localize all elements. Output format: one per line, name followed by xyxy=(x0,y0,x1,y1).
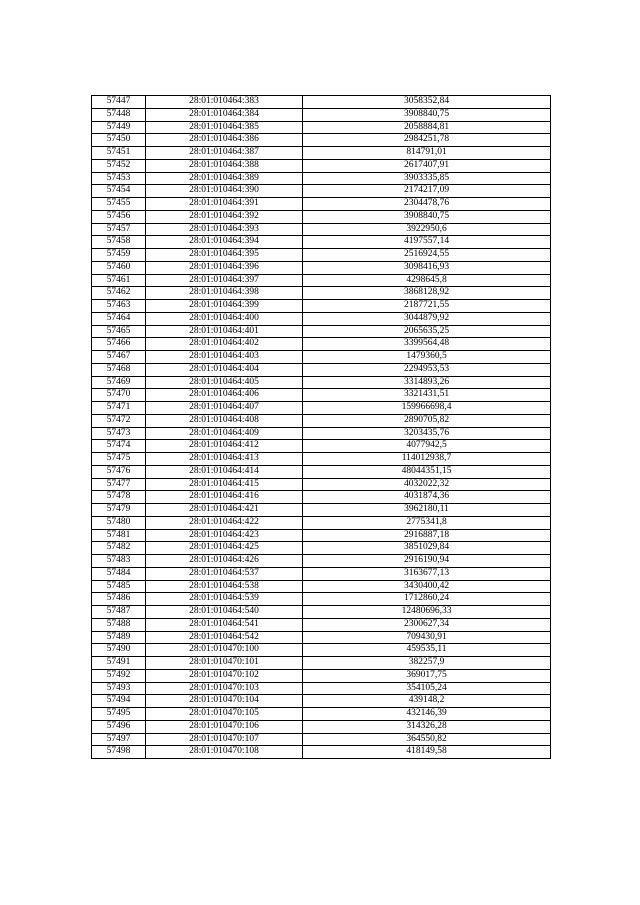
cadastral-value-cell: 3908840,75 xyxy=(303,108,551,121)
cadastral-number-cell: 28:01:010464:406 xyxy=(146,389,303,402)
cadastral-value-cell: 2300627,34 xyxy=(303,618,551,631)
table-row xyxy=(92,555,551,568)
row-number-cell: 57487 xyxy=(92,606,146,619)
row-number-cell: 57492 xyxy=(92,669,146,682)
cadastral-value-cell: 2187721,55 xyxy=(303,300,551,313)
table-row xyxy=(92,172,551,185)
cadastral-value-cell: 2294953,53 xyxy=(303,363,551,376)
cadastral-number-cell: 28:01:010464:542 xyxy=(146,631,303,644)
row-number-cell: 57486 xyxy=(92,593,146,606)
row-number-cell: 57488 xyxy=(92,618,146,631)
row-number-cell: 57494 xyxy=(92,695,146,708)
cadastral-value-cell: 439148,2 xyxy=(303,695,551,708)
cadastral-value-cell: 2058884,81 xyxy=(303,121,551,134)
cadastral-value-cell: 3903335,85 xyxy=(303,172,551,185)
cadastral-value-cell: 2775341,8 xyxy=(303,516,551,529)
cadastral-number-cell: 28:01:010464:415 xyxy=(146,478,303,491)
table-row xyxy=(92,338,551,351)
cadastral-number-cell: 28:01:010470:106 xyxy=(146,720,303,733)
cadastral-value-cell: 3868128,92 xyxy=(303,287,551,300)
row-number-cell: 57483 xyxy=(92,555,146,568)
row-number-cell: 57473 xyxy=(92,427,146,440)
row-number-cell: 57456 xyxy=(92,210,146,223)
table-row xyxy=(92,402,551,415)
table-row xyxy=(92,210,551,223)
cadastral-value-cell: 2890705,82 xyxy=(303,414,551,427)
cadastral-number-cell: 28:01:010470:104 xyxy=(146,695,303,708)
row-number-cell: 57447 xyxy=(92,96,146,109)
cadastral-number-cell: 28:01:010464:425 xyxy=(146,542,303,555)
row-number-cell: 57463 xyxy=(92,300,146,313)
cadastral-number-cell: 28:01:010464:416 xyxy=(146,491,303,504)
cadastral-number-cell: 28:01:010464:541 xyxy=(146,618,303,631)
row-number-cell: 57454 xyxy=(92,185,146,198)
table-row xyxy=(92,695,551,708)
row-number-cell: 57490 xyxy=(92,644,146,657)
cadastral-value-cell: 4031874,36 xyxy=(303,491,551,504)
cadastral-value-cell: 3098416,93 xyxy=(303,261,551,274)
row-number-cell: 57469 xyxy=(92,376,146,389)
cadastral-number-cell: 28:01:010470:100 xyxy=(146,644,303,657)
row-number-cell: 57470 xyxy=(92,389,146,402)
cadastral-value-cell: 2916190,94 xyxy=(303,555,551,568)
cadastral-value-cell: 2617407,91 xyxy=(303,159,551,172)
table-row xyxy=(92,300,551,313)
row-number-cell: 57475 xyxy=(92,453,146,466)
cadastral-number-cell: 28:01:010464:400 xyxy=(146,312,303,325)
cadastral-value-cell: 1712860,24 xyxy=(303,593,551,606)
cadastral-number-cell: 28:01:010464:414 xyxy=(146,465,303,478)
cadastral-number-cell: 28:01:010464:407 xyxy=(146,402,303,415)
row-number-cell: 57472 xyxy=(92,414,146,427)
table-row xyxy=(92,96,551,109)
table-row xyxy=(92,708,551,721)
table-row xyxy=(92,669,551,682)
cadastral-number-cell: 28:01:010470:103 xyxy=(146,682,303,695)
cadastral-value-cell: 2916887,18 xyxy=(303,529,551,542)
cadastral-value-cell: 4032022,32 xyxy=(303,478,551,491)
row-number-cell: 57478 xyxy=(92,491,146,504)
cadastral-number-cell: 28:01:010464:405 xyxy=(146,376,303,389)
row-number-cell: 57491 xyxy=(92,657,146,670)
table-row xyxy=(92,478,551,491)
cadastral-value-cell: 2984251,78 xyxy=(303,134,551,147)
table-row xyxy=(92,529,551,542)
cadastral-value-cell: 4298645,8 xyxy=(303,274,551,287)
cadastral-number-cell: 28:01:010464:394 xyxy=(146,236,303,249)
table-row xyxy=(92,185,551,198)
cadastral-number-cell: 28:01:010464:412 xyxy=(146,440,303,453)
table-row xyxy=(92,618,551,631)
row-number-cell: 57468 xyxy=(92,363,146,376)
cadastral-value-table xyxy=(91,95,551,759)
cadastral-value-cell: 3922950,6 xyxy=(303,223,551,236)
cadastral-number-cell: 28:01:010464:393 xyxy=(146,223,303,236)
table-row xyxy=(92,261,551,274)
table-row xyxy=(92,733,551,746)
table-row xyxy=(92,465,551,478)
cadastral-number-cell: 28:01:010464:387 xyxy=(146,147,303,160)
cadastral-value-cell: 1479360,5 xyxy=(303,351,551,364)
cadastral-number-cell: 28:01:010470:107 xyxy=(146,733,303,746)
row-number-cell: 57459 xyxy=(92,249,146,262)
table-row xyxy=(92,274,551,287)
cadastral-number-cell: 28:01:010470:101 xyxy=(146,657,303,670)
cadastral-number-cell: 28:01:010464:538 xyxy=(146,580,303,593)
row-number-cell: 57462 xyxy=(92,287,146,300)
cadastral-number-cell: 28:01:010464:391 xyxy=(146,198,303,211)
table-row xyxy=(92,389,551,402)
table-row xyxy=(92,236,551,249)
cadastral-value-cell: 364550,82 xyxy=(303,733,551,746)
table-row xyxy=(92,414,551,427)
cadastral-number-cell: 28:01:010464:408 xyxy=(146,414,303,427)
table-row xyxy=(92,376,551,389)
row-number-cell: 57476 xyxy=(92,465,146,478)
cadastral-value-cell: 369017,75 xyxy=(303,669,551,682)
cadastral-value-cell: 3430400,42 xyxy=(303,580,551,593)
cadastral-number-cell: 28:01:010464:540 xyxy=(146,606,303,619)
cadastral-value-cell: 2065635,25 xyxy=(303,325,551,338)
cadastral-value-cell: 114012938,7 xyxy=(303,453,551,466)
row-number-cell: 57457 xyxy=(92,223,146,236)
cadastral-number-cell: 28:01:010464:423 xyxy=(146,529,303,542)
cadastral-number-cell: 28:01:010464:388 xyxy=(146,159,303,172)
cadastral-value-cell: 709430,91 xyxy=(303,631,551,644)
cadastral-number-cell: 28:01:010464:396 xyxy=(146,261,303,274)
cadastral-number-cell: 28:01:010464:401 xyxy=(146,325,303,338)
row-number-cell: 57485 xyxy=(92,580,146,593)
cadastral-number-cell: 28:01:010464:397 xyxy=(146,274,303,287)
table-body xyxy=(92,96,551,759)
cadastral-value-cell: 2304478,76 xyxy=(303,198,551,211)
cadastral-value-cell: 3851029,84 xyxy=(303,542,551,555)
cadastral-value-cell: 2516924,55 xyxy=(303,249,551,262)
cadastral-number-cell: 28:01:010464:409 xyxy=(146,427,303,440)
table-row xyxy=(92,542,551,555)
row-number-cell: 57461 xyxy=(92,274,146,287)
cadastral-number-cell: 28:01:010464:402 xyxy=(146,338,303,351)
cadastral-number-cell: 28:01:010464:398 xyxy=(146,287,303,300)
cadastral-number-cell: 28:01:010464:413 xyxy=(146,453,303,466)
table-row xyxy=(92,121,551,134)
cadastral-number-cell: 28:01:010470:108 xyxy=(146,746,303,759)
cadastral-value-cell: 3399564,48 xyxy=(303,338,551,351)
row-number-cell: 57448 xyxy=(92,108,146,121)
cadastral-number-cell: 28:01:010470:102 xyxy=(146,669,303,682)
row-number-cell: 57450 xyxy=(92,134,146,147)
table-row xyxy=(92,427,551,440)
table-row xyxy=(92,363,551,376)
cadastral-value-cell: 3908840,75 xyxy=(303,210,551,223)
row-number-cell: 57467 xyxy=(92,351,146,364)
row-number-cell: 57496 xyxy=(92,720,146,733)
cadastral-number-cell: 28:01:010464:395 xyxy=(146,249,303,262)
row-number-cell: 57460 xyxy=(92,261,146,274)
cadastral-value-cell: 3163677,13 xyxy=(303,567,551,580)
cadastral-number-cell: 28:01:010464:426 xyxy=(146,555,303,568)
table-row xyxy=(92,108,551,121)
table-row xyxy=(92,567,551,580)
table-row xyxy=(92,580,551,593)
cadastral-value-cell: 459535,11 xyxy=(303,644,551,657)
table-row xyxy=(92,159,551,172)
cadastral-number-cell: 28:01:010464:390 xyxy=(146,185,303,198)
cadastral-value-cell: 3321431,51 xyxy=(303,389,551,402)
cadastral-number-cell: 28:01:010464:537 xyxy=(146,567,303,580)
table-row xyxy=(92,491,551,504)
cadastral-value-cell: 3044879,92 xyxy=(303,312,551,325)
cadastral-value-cell: 2174217,09 xyxy=(303,185,551,198)
table-row xyxy=(92,440,551,453)
table-row xyxy=(92,287,551,300)
cadastral-number-cell: 28:01:010464:399 xyxy=(146,300,303,313)
table-row xyxy=(92,453,551,466)
table-row xyxy=(92,249,551,262)
row-number-cell: 57479 xyxy=(92,504,146,517)
cadastral-number-cell: 28:01:010464:384 xyxy=(146,108,303,121)
row-number-cell: 57489 xyxy=(92,631,146,644)
row-number-cell: 57471 xyxy=(92,402,146,415)
row-number-cell: 57497 xyxy=(92,733,146,746)
table-row xyxy=(92,644,551,657)
table-row xyxy=(92,516,551,529)
cadastral-number-cell: 28:01:010464:383 xyxy=(146,96,303,109)
cadastral-number-cell: 28:01:010464:403 xyxy=(146,351,303,364)
cadastral-number-cell: 28:01:010464:421 xyxy=(146,504,303,517)
table-row xyxy=(92,134,551,147)
row-number-cell: 57458 xyxy=(92,236,146,249)
table-row xyxy=(92,593,551,606)
row-number-cell: 57465 xyxy=(92,325,146,338)
row-number-cell: 57474 xyxy=(92,440,146,453)
cadastral-value-cell: 382257,9 xyxy=(303,657,551,670)
cadastral-number-cell: 28:01:010470:105 xyxy=(146,708,303,721)
cadastral-number-cell: 28:01:010464:389 xyxy=(146,172,303,185)
table-row xyxy=(92,325,551,338)
cadastral-number-cell: 28:01:010464:404 xyxy=(146,363,303,376)
table-row xyxy=(92,746,551,759)
row-number-cell: 57466 xyxy=(92,338,146,351)
row-number-cell: 57451 xyxy=(92,147,146,160)
row-number-cell: 57493 xyxy=(92,682,146,695)
row-number-cell: 57481 xyxy=(92,529,146,542)
row-number-cell: 57484 xyxy=(92,567,146,580)
table-row xyxy=(92,223,551,236)
row-number-cell: 57495 xyxy=(92,708,146,721)
cadastral-number-cell: 28:01:010464:392 xyxy=(146,210,303,223)
table-row xyxy=(92,682,551,695)
row-number-cell: 57452 xyxy=(92,159,146,172)
row-number-cell: 57498 xyxy=(92,746,146,759)
row-number-cell: 57455 xyxy=(92,198,146,211)
cadastral-value-cell: 4197557,14 xyxy=(303,236,551,249)
cadastral-value-cell: 354105,24 xyxy=(303,682,551,695)
table-row xyxy=(92,504,551,517)
cadastral-value-cell: 3058352,84 xyxy=(303,96,551,109)
table-row xyxy=(92,147,551,160)
table-row xyxy=(92,657,551,670)
cadastral-value-cell: 3962180,11 xyxy=(303,504,551,517)
cadastral-value-cell: 48044351,15 xyxy=(303,465,551,478)
table-row xyxy=(92,351,551,364)
table-row xyxy=(92,312,551,325)
cadastral-value-cell: 159966698,4 xyxy=(303,402,551,415)
cadastral-value-cell: 3314893,26 xyxy=(303,376,551,389)
row-number-cell: 57482 xyxy=(92,542,146,555)
table-row xyxy=(92,720,551,733)
cadastral-value-cell: 314326,28 xyxy=(303,720,551,733)
cadastral-value-cell: 418149,58 xyxy=(303,746,551,759)
cadastral-value-cell: 4077942,5 xyxy=(303,440,551,453)
table-row xyxy=(92,606,551,619)
row-number-cell: 57449 xyxy=(92,121,146,134)
cadastral-number-cell: 28:01:010464:539 xyxy=(146,593,303,606)
cadastral-value-cell: 3203435,76 xyxy=(303,427,551,440)
cadastral-number-cell: 28:01:010464:422 xyxy=(146,516,303,529)
row-number-cell: 57464 xyxy=(92,312,146,325)
row-number-cell: 57480 xyxy=(92,516,146,529)
cadastral-number-cell: 28:01:010464:386 xyxy=(146,134,303,147)
row-number-cell: 57453 xyxy=(92,172,146,185)
cadastral-number-cell: 28:01:010464:385 xyxy=(146,121,303,134)
table-row xyxy=(92,631,551,644)
cadastral-value-cell: 12480696,33 xyxy=(303,606,551,619)
cadastral-value-cell: 432146,39 xyxy=(303,708,551,721)
row-number-cell: 57477 xyxy=(92,478,146,491)
cadastral-value-cell: 814791,01 xyxy=(303,147,551,160)
table-row xyxy=(92,198,551,211)
